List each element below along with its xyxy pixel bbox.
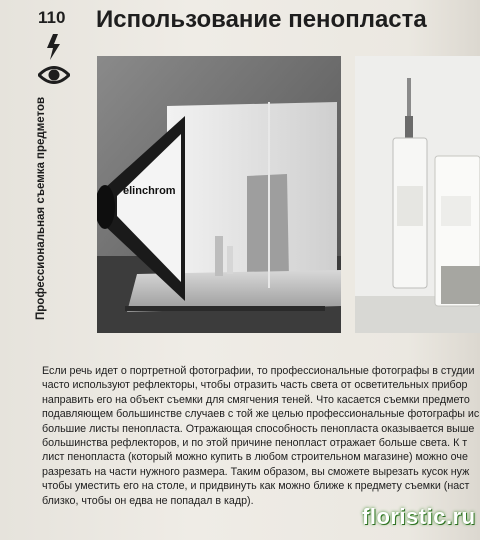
studio-photo: [97, 56, 341, 333]
body-line: чтобы уместить его на столе, и придвинуть как можно ближе к предмету съемки (наст: [42, 480, 470, 493]
body-line: Если речь идет о портретной фотографии, то профессиональные фотографы в студии: [42, 365, 475, 377]
body-line: направить его на объект съемки для смягчения теней. Что касается съемки предмето: [42, 393, 470, 406]
chapter-vertical-label: Профессиональная съемка предметов: [35, 96, 47, 320]
body-line: большие листы пенопласта. Отражающая способность пенопласта оказывается выше: [42, 422, 475, 435]
page-number: 110: [38, 8, 66, 27]
body-line: часто используют рефлекторы, чтобы отразить часть света от осветительных прибор: [42, 379, 468, 392]
body-line: лист пенопласта (который можно купить в любом строительном магазине) можно оче: [42, 451, 468, 464]
softbox-logo: elinchrom: [123, 185, 176, 197]
body-line: близко, чтобы он едва не попадал в кадр).: [42, 494, 254, 507]
product-photo: [355, 56, 480, 333]
page-title: Использование пенопласта: [96, 6, 427, 33]
site-watermark: floristic.ru: [362, 504, 476, 529]
body-line: разрезать на части нужного размера. Таким образом, вы сможете вырезать кусок нуж: [42, 465, 470, 478]
body-line: большинства рефлекторов, и по этой причине пенопласт отражает больше света. К т: [42, 437, 468, 450]
lightning-icon: [44, 34, 64, 60]
body-line: подавляющем большинстве случаев с той же целью профессиональные фотографы ис: [42, 408, 480, 421]
body-paragraph: [42, 364, 480, 508]
